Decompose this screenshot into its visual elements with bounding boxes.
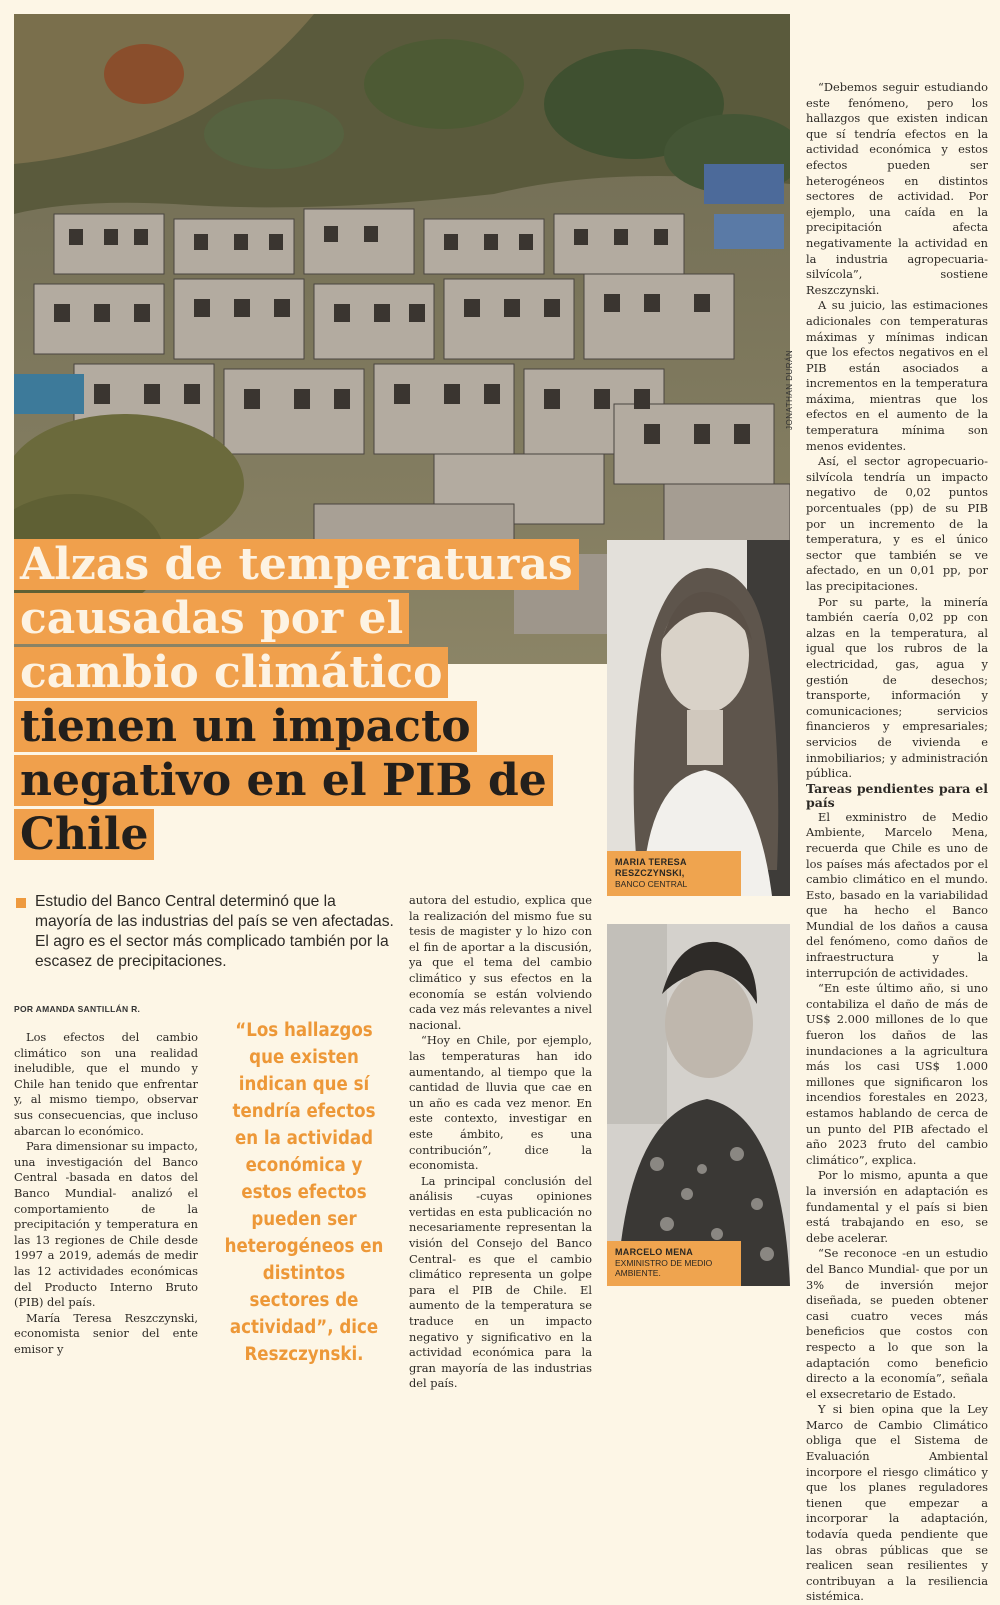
- photo-credit: JONATHAN DURÁN: [785, 349, 794, 430]
- byline: POR AMANDA SANTILLÁN R.: [14, 1004, 141, 1014]
- paragraph: Por lo mismo, apunta a que la inversión en adaptación es fundamental y el país si bien está trabajando en eso, se debe acelerar.: [806, 1168, 988, 1245]
- paragraph: María Teresa Reszczynski, economista senior del ente emisor y: [14, 1310, 198, 1356]
- paragraph: Los efectos del cambio climático son una realidad ineludible, que el mundo y Chile han tenido que enfrentar y, al mismo tiempo, observar sus consecuencias, que incluso abarcan lo económico.: [14, 1030, 198, 1138]
- man-photo: [607, 924, 790, 1286]
- pull-quote: “Los hallazgos que existen indican que sí tendría efectos en la actividad económica y estos efectos pueden ser heterogéneos en distintos sectores de actividad”, dice Reszczynski.: [224, 1020, 384, 1365]
- portrait-reszczynski: [607, 540, 790, 896]
- paragraph: Por su parte, la minería también caería 0,02 pp con alzas en la temperatura, al igual que los rubros de la electricidad, gas, agua y gestión de desechos; transporte, información y comunicaciones; servicios financieros y empresariales; servicios de vivienda e inmobiliarios; y administración pública.: [806, 594, 988, 781]
- caption-role: EXMINISTRO DE MEDIO AMBIENTE.: [615, 1258, 713, 1278]
- paragraph: “Hoy en Chile, por ejemplo, las temperaturas han ido aumentando, al tiempo que la cantidad de lluvia que cae en un año es cada vez menor. En este contexto, investigar en este ámbito, es una contribución”, dice la economista.: [409, 1033, 592, 1173]
- paragraph: Para dimensionar su impacto, una investigación del Banco Central -basada en datos del Banco Mundial- analizó el comportamiento de la precipitación y temperatura en las 13 regiones de Chile desde 1997 a 2019, además de medir las 12 actividades económicas del Producto Interno Bruto (PIB) del país.: [14, 1139, 198, 1310]
- caption-reszczynski: [607, 851, 741, 896]
- orange-square-icon: [16, 898, 26, 908]
- paragraph: Así, el sector agropecuario-silvícola tendría un impacto negativo de 0,02 puntos porcentuales (pp) de su PIB por un incremento de la temperatura, y es el único sector que también se ve afectado, en un 0,01 pp, por las precipitaciones.: [806, 454, 988, 593]
- body-column-4: [806, 80, 988, 1605]
- paragraph: “Se reconoce -en un estudio del Banco Mundial- que por un 3% de inversión mejor diseñada, se pueden obtener casi cuatro veces más beneficios que costos con respecto a lo que son la adaptación como beneficio directo a la economía”, señala el exsecretario de Estado.: [806, 1246, 988, 1401]
- caption-mena: [607, 1241, 741, 1286]
- portrait-mena: [607, 924, 790, 1286]
- caption-name: MARIA TERESA RESZCZYNSKI,: [615, 857, 687, 878]
- headline-part-1: Alzas de temperaturas causadas por el cambio climático: [14, 539, 579, 698]
- paragraph: “En este último año, si uno contabiliza el daño de más de US$ 2.000 millones de lo que fueron los daños de las inundaciones a la agricultura más los casi US$ 1.000 millones que significaron los incendios forestales en 2023, estamos hablando de cerca de un punto del PIB afectado el año 2023 fruto del cambio climático”, explica.: [806, 981, 988, 1167]
- caption-name: MARCELO MENA: [615, 1247, 694, 1257]
- caption-role: BANCO CENTRAL: [615, 879, 688, 889]
- paragraph: Y si bien opina que la Ley Marco de Cambio Climático obliga que el Sistema de Evaluación Ambiental incorpore el riesgo climático y que los planes reguladores tienen que empezar a incorporar la adaptación, todavía queda pendiente que las obras públicas que se realicen sean resilientes y contribuyan a la resiliencia sistémica.: [806, 1402, 988, 1604]
- headline-part-2: tienen un impacto negativo en el PIB de Chile: [14, 701, 553, 860]
- lead-text: Estudio del Banco Central determinó que la mayoría de las industrias del país se ven afectadas. El agro es el sector más complicado también por la escasez de precipitaciones.: [35, 893, 394, 970]
- body-column-1: [14, 1030, 198, 1357]
- woman-photo: [607, 540, 790, 896]
- paragraph: La principal conclusión del análisis -cuyas opiniones vertidas en esta publicación no necesariamente representan la visión del Consejo del Banco Central- es que el cambio climático representa un golpe para el PIB de Chile. El aumento de la temperatura se traduce en un impacto negativo y significativo en la actividad económica para la gran mayoría de las industrias del país.: [409, 1173, 592, 1391]
- subheading: Tareas pendientes para el país: [806, 780, 988, 810]
- paragraph: A su juicio, las estimaciones adicionales con temperaturas máximas y mínimas indican que los efectos negativos en el PIB están asociados a incrementos en la temperatura máxima, mientras que los efectos en el aumento de la temperatura mínima son menos evidentes.: [806, 298, 988, 453]
- body-column-3: [409, 893, 592, 1392]
- lead-summary: [14, 892, 394, 972]
- headline: [14, 538, 594, 862]
- paragraph: El exministro de Medio Ambiente, Marcelo Mena, recuerda que Chile es uno de los países más afectados por el cambio climático en el mundo. Esto, basado en la variabilidad que ha hecho el Banco Mundial de los daños a causa del fenómeno, como daños de infraestructura y la interrupción de actividades.: [806, 809, 988, 980]
- paragraph: “Debemos seguir estudiando este fenómeno, pero los hallazgos que existen indican que sí tendría efectos en la actividad económica y estos efectos pueden ser heterogéneos en distintos sectores de actividad. Por ejemplo, una caída en la precipitación afecta negativamente la actividad en la industria agropecuaria-silvícola”, sostiene Reszczynski.: [806, 80, 988, 297]
- paragraph: autora del estudio, explica que la realización del mismo fue su tesis de magister y lo hizo con el fin de aportar a la discusión, ya que el tema del cambio climático y sus efectos en la economía se están volviendo cada vez más relevantes a nivel nacional.: [409, 893, 592, 1032]
